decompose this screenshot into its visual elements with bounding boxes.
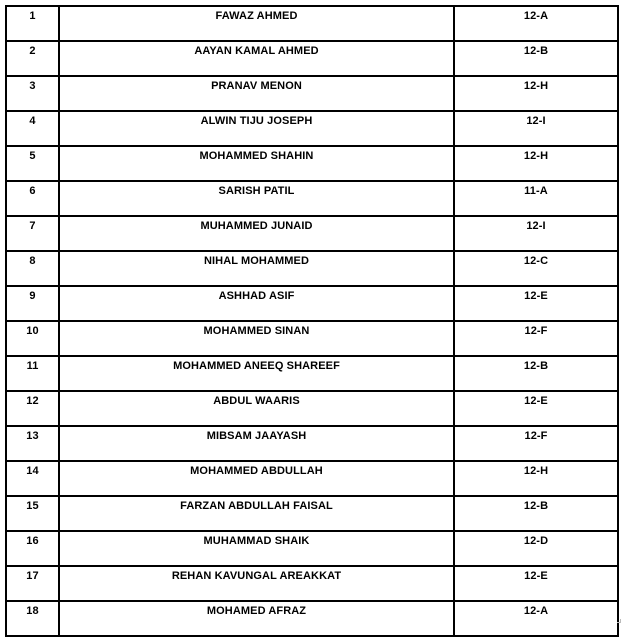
table-row bbox=[6, 426, 618, 461]
student-name-cell: MOHAMED AFRAZ bbox=[59, 601, 454, 636]
serial-number-cell: 15 bbox=[6, 496, 59, 531]
class-section-cell: 12-E bbox=[454, 286, 618, 321]
class-section-cell: 12-F bbox=[454, 321, 618, 356]
class-section-cell: 12-I bbox=[454, 111, 618, 146]
student-name-cell: AAYAN KAMAL AHMED bbox=[59, 41, 454, 76]
serial-number-cell: 14 bbox=[6, 461, 59, 496]
table-row bbox=[6, 601, 618, 636]
class-section-cell: 12-H bbox=[454, 76, 618, 111]
serial-number-cell: 5 bbox=[6, 146, 59, 181]
student-name-cell: ABDUL WAARIS bbox=[59, 391, 454, 426]
table-row bbox=[6, 146, 618, 181]
serial-number-cell: 8 bbox=[6, 251, 59, 286]
table-resize-handle[interactable] bbox=[617, 619, 621, 623]
class-section-cell: 12-H bbox=[454, 146, 618, 181]
serial-number-cell: 6 bbox=[6, 181, 59, 216]
table-row bbox=[6, 531, 618, 566]
class-section-cell: 12-E bbox=[454, 566, 618, 601]
student-name-cell: REHAN KAVUNGAL AREAKKAT bbox=[59, 566, 454, 601]
table-row bbox=[6, 76, 618, 111]
student-name-cell: MUHAMMED JUNAID bbox=[59, 216, 454, 251]
class-section-cell: 12-B bbox=[454, 41, 618, 76]
class-section-cell: 12-B bbox=[454, 496, 618, 531]
serial-number-cell: 11 bbox=[6, 356, 59, 391]
student-table-body bbox=[6, 6, 618, 636]
class-section-cell: 12-C bbox=[454, 251, 618, 286]
student-name-cell: ASHHAD ASIF bbox=[59, 286, 454, 321]
student-name-cell: FARZAN ABDULLAH FAISAL bbox=[59, 496, 454, 531]
student-name-cell: NIHAL MOHAMMED bbox=[59, 251, 454, 286]
serial-number-cell: 13 bbox=[6, 426, 59, 461]
class-section-cell: 11-A bbox=[454, 181, 618, 216]
class-section-cell: 12-H bbox=[454, 461, 618, 496]
table-row bbox=[6, 251, 618, 286]
serial-number-cell: 17 bbox=[6, 566, 59, 601]
serial-number-cell: 9 bbox=[6, 286, 59, 321]
class-section-cell: 12-I bbox=[454, 216, 618, 251]
serial-number-cell: 10 bbox=[6, 321, 59, 356]
student-name-cell: ALWIN TIJU JOSEPH bbox=[59, 111, 454, 146]
table-row bbox=[6, 111, 618, 146]
student-name-cell: MOHAMMED ANEEQ SHAREEF bbox=[59, 356, 454, 391]
serial-number-cell: 3 bbox=[6, 76, 59, 111]
class-section-cell: 12-B bbox=[454, 356, 618, 391]
table-row bbox=[6, 6, 618, 41]
student-name-cell: MOHAMMED ABDULLAH bbox=[59, 461, 454, 496]
class-section-cell: 12-F bbox=[454, 426, 618, 461]
student-table bbox=[5, 5, 619, 637]
table-row bbox=[6, 391, 618, 426]
student-name-cell: SARISH PATIL bbox=[59, 181, 454, 216]
table-row bbox=[6, 216, 618, 251]
student-name-cell: MOHAMMED SHAHIN bbox=[59, 146, 454, 181]
serial-number-cell: 16 bbox=[6, 531, 59, 566]
serial-number-cell: 1 bbox=[6, 6, 59, 41]
table-row bbox=[6, 461, 618, 496]
student-name-cell: MOHAMMED SINAN bbox=[59, 321, 454, 356]
table-row bbox=[6, 321, 618, 356]
table-row bbox=[6, 566, 618, 601]
serial-number-cell: 7 bbox=[6, 216, 59, 251]
student-name-cell: PRANAV MENON bbox=[59, 76, 454, 111]
table-row bbox=[6, 181, 618, 216]
class-section-cell: 12-E bbox=[454, 391, 618, 426]
serial-number-cell: 2 bbox=[6, 41, 59, 76]
table-row bbox=[6, 286, 618, 321]
student-name-cell: FAWAZ AHMED bbox=[59, 6, 454, 41]
student-name-cell: MUHAMMAD SHAIK bbox=[59, 531, 454, 566]
table-row bbox=[6, 496, 618, 531]
class-section-cell: 12-A bbox=[454, 601, 618, 636]
class-section-cell: 12-A bbox=[454, 6, 618, 41]
serial-number-cell: 12 bbox=[6, 391, 59, 426]
table-row bbox=[6, 41, 618, 76]
class-section-cell: 12-D bbox=[454, 531, 618, 566]
serial-number-cell: 4 bbox=[6, 111, 59, 146]
serial-number-cell: 18 bbox=[6, 601, 59, 636]
student-name-cell: MIBSAM JAAYASH bbox=[59, 426, 454, 461]
table-row bbox=[6, 356, 618, 391]
